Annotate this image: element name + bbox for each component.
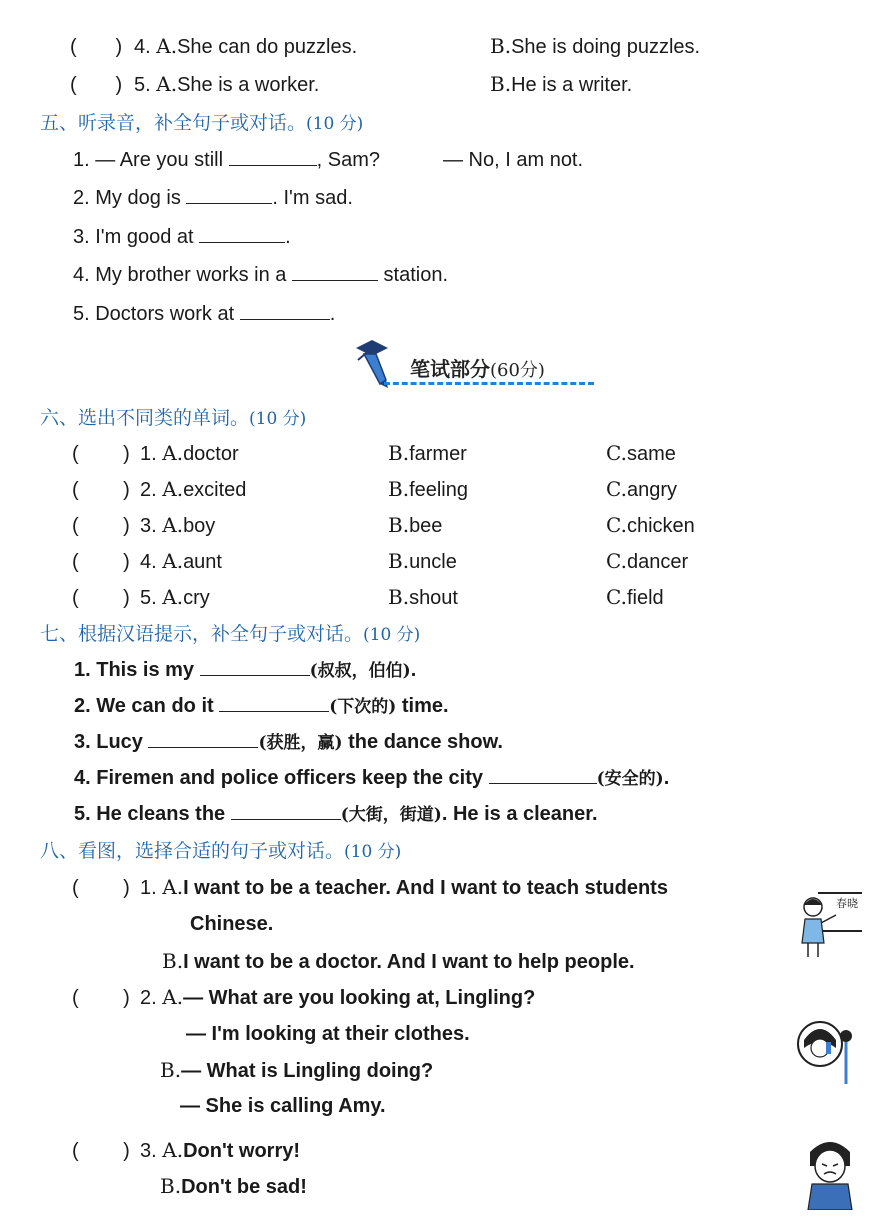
answer-blank[interactable] <box>148 729 258 748</box>
section6-row-3: ( ) 3. A.boy <box>72 513 216 537</box>
section6-row-1-b: B.farmer <box>388 441 467 465</box>
option-b-text: She is doing puzzles. <box>511 36 701 58</box>
section6-row-5-c: C.field <box>606 585 664 609</box>
answer-bracket[interactable]: ( ) <box>70 36 123 58</box>
section5-item-1: 1. — Are you still , Sam? <box>73 149 380 171</box>
section8-q3-option-b: B.Don't be sad! <box>160 1174 307 1198</box>
answer-bracket[interactable]: ( ) <box>72 987 130 1009</box>
section8-q2-option-b: B.— What is Lingling doing? <box>160 1058 434 1082</box>
answer-blank[interactable] <box>240 301 330 320</box>
section7-heading: 七、根据汉语提示，补全句子或对话。(10 分) <box>40 623 421 645</box>
section8-q1: ( ) 1. A.I want to be a teacher. And I want to teach students <box>72 875 668 899</box>
board-text: 春晓 <box>836 897 858 910</box>
section6-row-2-c: C.angry <box>606 477 677 501</box>
option-a-text: She can do puzzles. <box>177 36 358 58</box>
section5-item-3: 3. I'm good at . <box>73 226 291 248</box>
question-number: 5. <box>134 74 151 96</box>
section6-row-4-b: B.uncle <box>388 549 457 573</box>
section5-item-1-reply: — No, I am not. <box>443 149 584 171</box>
answer-blank[interactable] <box>219 693 329 712</box>
section8-q1-option-b: B.I want to be a doctor. And I want to help people. <box>162 949 635 973</box>
section7-item-3: 3. Lucy (获胜，赢) the dance show. <box>74 731 503 753</box>
answer-bracket[interactable]: ( ) <box>72 1140 130 1162</box>
section6-row-2-b: B.feeling <box>388 477 468 501</box>
option-b-text: He is a writer. <box>511 74 633 96</box>
crying-child-picture <box>802 1132 860 1210</box>
section7-item-2: 2. We can do it (下次的) time. <box>74 695 449 717</box>
section7-item-4: 4. Firemen and police officers keep the city (安全的). <box>74 767 670 789</box>
section6-row-4-c: C.dancer <box>606 549 689 573</box>
section5-item-4: 4. My brother works in a station. <box>73 264 449 286</box>
section6-row-5: ( ) 5. A.cry <box>72 585 210 609</box>
section6-row-2: ( ) 2. A.excited <box>72 477 247 501</box>
section7-item-5: 5. He cleans the (大街，街道). He is a cleaner. <box>74 803 598 825</box>
answer-bracket[interactable]: ( ) <box>72 479 130 501</box>
answer-blank[interactable] <box>489 765 597 784</box>
answer-blank[interactable] <box>292 262 378 281</box>
answer-bracket[interactable]: ( ) <box>70 74 123 96</box>
section8-q2-b-line2: — She is calling Amy. <box>180 1095 386 1117</box>
teacher-at-blackboard-picture <box>796 885 862 961</box>
section6-row-4: ( ) 4. A.aunt <box>72 549 222 573</box>
section8-q1-a-line2: Chinese. <box>190 913 274 935</box>
listening-q5-option-b: B.He is a writer. <box>490 72 633 96</box>
answer-bracket[interactable]: ( ) <box>72 443 130 465</box>
answer-bracket[interactable]: ( ) <box>72 551 130 573</box>
section6-heading: 六、选出不同类的单词。(10 分) <box>40 407 307 429</box>
girl-on-phone-picture <box>796 1018 862 1086</box>
answer-bracket[interactable]: ( ) <box>72 877 130 899</box>
answer-blank[interactable] <box>200 657 310 676</box>
section6-row-5-b: B.shout <box>388 585 458 609</box>
section5-heading: 五、听录音，补全句子或对话。(10 分) <box>40 112 364 134</box>
banner-dashed-underline <box>384 382 594 385</box>
section7-item-1: 1. This is my (叔叔，伯伯). <box>74 659 417 681</box>
answer-bracket[interactable]: ( ) <box>72 515 130 537</box>
section5-item-2: 2. My dog is . I'm sad. <box>73 187 353 209</box>
written-part-title: 笔试部分(60分) <box>410 357 545 381</box>
section8-q2-a-line2: — I'm looking at their clothes. <box>186 1023 470 1045</box>
section6-row-3-c: C.chicken <box>606 513 695 537</box>
section8-heading: 八、看图，选择合适的句子或对话。(10 分) <box>40 840 402 862</box>
listening-q4: ( ) 4. A.She can do puzzles. <box>70 34 358 58</box>
section6-row-3-b: B.bee <box>388 513 443 537</box>
answer-blank[interactable] <box>229 147 317 166</box>
answer-blank[interactable] <box>186 185 272 204</box>
question-number: 4. <box>134 36 151 58</box>
answer-blank[interactable] <box>231 801 341 820</box>
section6-row-1: ( ) 1. A.doctor <box>72 441 239 465</box>
section6-row-1-c: C.same <box>606 441 676 465</box>
answer-blank[interactable] <box>199 224 285 243</box>
section8-q3: ( ) 3. A.Don't worry! <box>72 1138 301 1162</box>
listening-q5: ( ) 5. A.She is a worker. <box>70 72 320 96</box>
listening-q4-option-b: B.She is doing puzzles. <box>490 34 701 58</box>
section5-item-5: 5. Doctors work at . <box>73 303 336 325</box>
answer-bracket[interactable]: ( ) <box>72 587 130 609</box>
section8-q2: ( ) 2. A.— What are you looking at, Lingling? <box>72 985 536 1009</box>
option-a-text: She is a worker. <box>177 74 320 96</box>
